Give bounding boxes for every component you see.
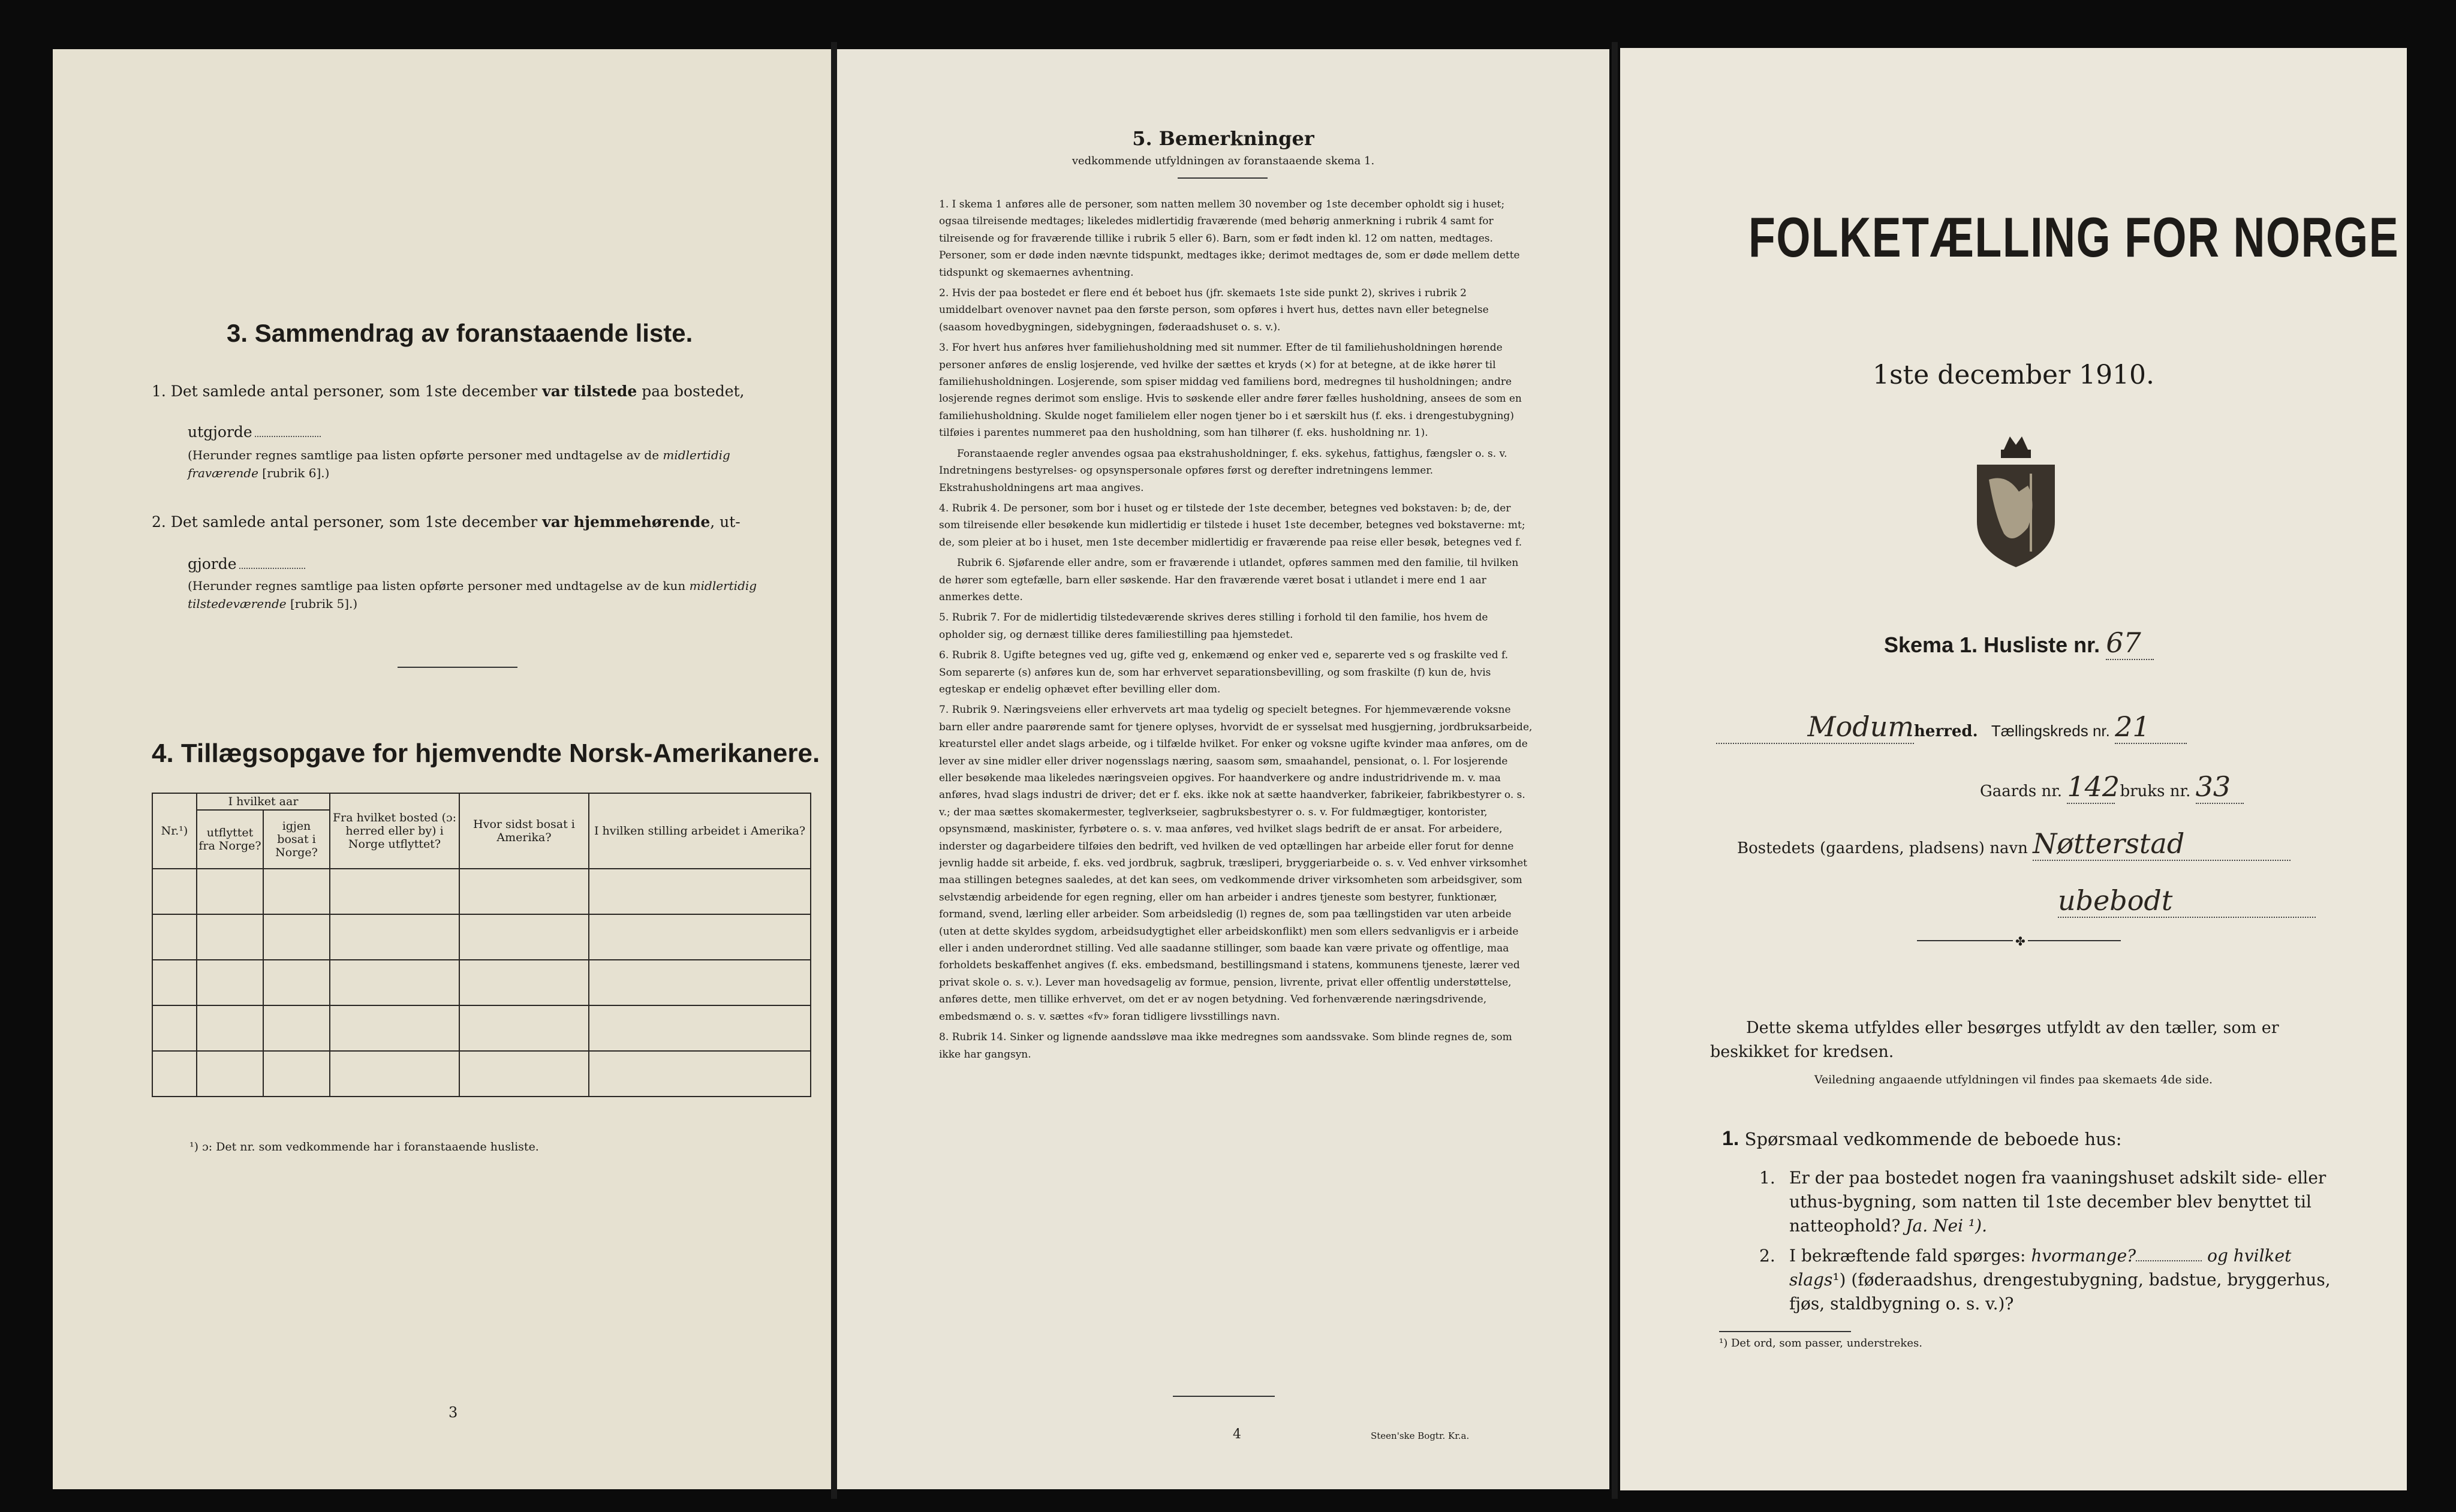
total-blank <box>255 436 321 437</box>
remark-item: 6. Rubrik 8. Ugifte betegnes ved ug, gifte ved g, enkemænd og enker ved e, separerte ved s og fraskilte ved f. Som separerte (s) anføres kun de, som har erhvervet separationsbevilling, og som fraskilte (f) kun de, hvis egteskap er endelig ophævet efter bevilling eller dom. <box>939 649 1509 695</box>
herred-line: Modumherred. Tællingskreds nr. 21 <box>1716 710 2187 744</box>
total-blank <box>239 568 305 569</box>
norsk-amerikanere-table <box>152 793 811 1097</box>
table-row <box>152 869 811 914</box>
ornament-divider: ✤ <box>1917 934 2121 946</box>
col-emigrated: utflyttet fra Norge? <box>197 810 263 869</box>
husliste-number-field: 67 <box>2106 627 2154 660</box>
bosted-field-2: ubebodt <box>2058 884 2316 918</box>
bosted-line: Bostedets (gaardens, pladsens) navn Nøtterstad <box>1737 827 2291 861</box>
page-number: 4 <box>1233 1427 1241 1442</box>
table-row <box>152 914 811 960</box>
printer-imprint: Steen'ske Bogtr. Kr.a. <box>1371 1430 1470 1441</box>
question-1: 1. Er der paa bostedet nogen fra vaaningshuset adskilt side- eller uthus-bygning, som natten til 1ste december blev benyttet til natteophold? Ja. Nei ¹). <box>1759 1168 2326 1236</box>
summary-item-1-note: (Herunder regnes samtlige paa listen opførte personer med undtagelse av de midlertidig fraværende [rubrik 6].) <box>188 448 730 480</box>
col-from-where: Fra hvilket bosted (ɔ: herred eller by) i Norge utflyttet? <box>330 793 459 869</box>
census-date: 1ste december 1910. <box>1872 360 2155 390</box>
instruction-text: Dette skema utfyldes eller besørges utfyldt av den tæller, som er beskikket for kredsen. <box>1710 1019 2279 1061</box>
herred-field: Modum <box>1716 710 1914 744</box>
remark-item: 3. For hvert hus anføres hver familiehusholdning med sit nummer. Efter de til familiehusholdningen hørende personer anføres de enslig losjerende, ved hvilke der sættes et kryds (×) for at betegne, at de ikke hører til familiehusholdningen. Losjerende, som spiser middag ved familiens bord, medregnes til husholdningen; andre losjerende regnes derimot som enslige. Hvis to søskende eller andre fører fælles husholdning, ansees de som en familiehusholdning. Skulde noget familielem eller nogen tjener bo i et særskilt hus (f. eks. i drengestubygning) tilføies i parentes nummeret paa den husholdning, som han tilhører (f. eks. husholdning nr. 1). <box>939 342 1522 439</box>
col-last-residence: Hvor sidst bosat i Amerika? <box>459 793 589 869</box>
col-position: I hvilken stilling arbeidet i Amerika? <box>589 793 811 869</box>
remark-item: 1. I skema 1 anføres alle de personer, som natten mellem 30 november og 1ste december opholdt sig i huset; ogsaa tilreisende medtages; likeledes midlertidig fraværende (med behørig anmerkning i rubrik 4 samt for tilreisende og for fraværende tillike i rubrik 5 eller 6). Barn, som er født inden kl. 12 om natten, medtages. Personer, som er døde inden nævnte tidspunkt, medtages ikke; derimot medtages de, som er døde mellem dette tidspunkt og skemaernes avhentning. <box>939 198 1520 279</box>
remark-item: 7. Rubrik 9. Næringsveiens eller erhvervets art maa tydelig og specielt betegnes. For hjemmeværende voksne barn eller andre paarørende samt for tjenere oplyses, hvorvidt de er sysselsat med husgjerning, jordbruksarbeide, kreaturstel eller andet slags arbeide, og i tilfælde hvilket. For enker og voksne ugifte kvinder maa anføres, om de lever av sine midler eller driver nogensslags næring, saasom søm, smaahandel, pensionat, o. l. For losjerende eller besøkende maa likeledes næringsveien opgives. For haandverkere og andre industridrivende m. v. maa anføres, hvad slags industri de driver; det er f. eks. ikke nok at sætte haandverker, fabrikeier, fabrikbestyrer o. s. v.; der maa sættes skomakermester, teglverkseier, sagbruksbestyrer o. s. v. For fuldmægtiger, kontorister, opsynsmænd, maskinister, fyrbøtere o. s. v. maa anføres, ved hvilket slags bedrift de er ansat. For arbeidere, inderster og dagarbeidere tilføies den bedrift, ved hvilken de ved optællingen har arbeide eller forut for denne jevnlig hadde sit arbeide, f. eks. ved jordbruk, sagbruk, træsliperi, bryggeriarbeide o. s. v. Ved enhver virksomhet maa stillingen betegnes saaledes, at det kan sees, om vedkommende driver virksomheten som arbeidsgiver, som selvstændig arbeidende for egen regning, eller om han arbeider i andres tjeneste som bestyrer, funktionær, formand, svend, lærling eller arbeider. Som arbeidsledig (l) regnes de, som paa tællingstiden var uten arbeide (uten at dette skyldes sygdom, arbeidsudygtighet eller arbeidskonflikt) men som ellers sedvanligvis er i arbeide eller i anden underordnet stilling. Ved alle saadanne stillinger, som baade kan være private og offentlige, maa forholdets beskaffenhet angives (f. eks. embedsmand, bestillingsmand i statens, kommunens tjeneste, lærer ved privat skole o. s. v.). Lever man hovedsagelig av formue, pension, livrente, privat eller offentlig understøttelse, anføres dette, men tillike erhvervet, om det er av nogen betydning. Ved forhenværende næringsdrivende, embedsmænd o. s. v. sættes «fv» foran tidligere livsstillings navn. <box>939 704 1533 1023</box>
kreds-field: 21 <box>2115 710 2187 744</box>
divider <box>1719 1331 1851 1332</box>
remark-item: Foranstaaende regler anvendes ogsaa paa ekstrahusholdninger, f. eks. sykehus, fattighus, fængsler o. s. v. Indretningens bestyrelses- og opsynspersonale opføres først og derefter indretningens lemmer. Ekstrahusholdningens art maa angives. <box>939 447 1507 494</box>
section-4-heading: 4. Tillægsopgave for hjemvendte Norsk-Amerikanere. <box>152 739 820 768</box>
gaards-field: 142 <box>2067 770 2120 803</box>
middle-page <box>837 49 1609 1489</box>
remarks-heading: 5. Bemerkninger <box>1132 127 1314 150</box>
table-footnote: ¹) ɔ: Det nr. som vedkommende har i foranstaaende husliste. <box>189 1140 539 1153</box>
gaards-line: Gaards nr. 142 bruks nr. 33 <box>1980 770 2244 804</box>
page-seam <box>1612 42 1618 1499</box>
right-page <box>1620 48 2407 1490</box>
table-row <box>152 1051 811 1097</box>
col-group-year: I hvilket aar <box>197 793 330 810</box>
norway-coat-of-arms-icon <box>1971 432 2061 570</box>
summary-item-2: 2. Det samlede antal personer, som 1ste december var hjemmehørende, ut- <box>152 513 741 531</box>
footnote: ¹) Det ord, som passer, understrekes. <box>1719 1337 1922 1350</box>
remark-item: 4. Rubrik 4. De personer, som bor i huset og er tilstede der 1ste december, betegnes ved bokstaven: b; de, der som tilreisende eller besøkende kun midlertidig er tilstede i huset 1ste december, betegnes ved bokstaverne: mt; de, som pleier at bo i huset, men 1ste december midlertidig er fraværende paa reise eller besøk, betegnes ved f. <box>939 502 1525 549</box>
bruks-field: 33 <box>2196 770 2244 804</box>
summary-item-2-note: (Herunder regnes samtlige paa listen opførte personer med undtagelse av de kun midlertidig tilstedeværende [rubrik 5].) <box>188 579 757 611</box>
divider <box>1173 1396 1275 1397</box>
section-3-heading: 3. Sammendrag av foranstaaende liste. <box>227 319 693 347</box>
left-page <box>53 49 831 1489</box>
divider <box>398 667 517 668</box>
remark-item: 5. Rubrik 7. For de midlertidig tilstedeværende skrives deres stilling i forhold til den familie, hos hvem de opholder sig, og dernæst tillike deres familiestilling paa hjemstedet. <box>939 612 1488 641</box>
table-row <box>152 1005 811 1051</box>
col-nr: Nr.¹) <box>152 793 197 869</box>
hvormange-blank <box>2136 1260 2202 1261</box>
table-row <box>152 960 811 1005</box>
summary-item-2-total: gjorde <box>188 553 305 576</box>
bosted-field: Nøtterstad <box>2033 827 2291 861</box>
summary-item-1: 1. Det samlede antal personer, som 1ste december var tilstede paa bostedet, <box>152 382 745 400</box>
remark-item: Rubrik 6. Sjøfarende eller andre, som er fraværende i utlandet, opføres sammen med den familie, til hvilken de hører som egtefælle, barn eller søskende. Har den fraværende været bosat i utlandet i mere end 1 aar anmerkes dette. <box>939 557 1519 603</box>
guidance-text: Veiledning angaaende utfyldningen vil findes paa skemaets 4de side. <box>1814 1073 2213 1086</box>
divider <box>1178 177 1268 179</box>
question-2: 2. I bekræftende fald spørges: hvormange? og hvilket slags¹) (føderaadshus, drengestubygning, badstue, bryggerhus, fjøs, staldbygning o. s. v.)? <box>1759 1246 2331 1314</box>
page-number: 3 <box>449 1404 458 1421</box>
summary-item-1-total: utgjorde <box>188 421 321 444</box>
husliste-line: Skema 1. Husliste nr. 67 <box>1884 627 2154 660</box>
col-returned: igjen bosat i Norge? <box>263 810 330 869</box>
remark-item: 8. Rubrik 14. Sinker og lignende aandssløve maa ikke medregnes som aandssvake. Som blinde regnes de, som ikke har gangsyn. <box>939 1031 1512 1061</box>
remarks-subheading: vedkommende utfyldningen av foranstaaende skema 1. <box>1072 155 1375 167</box>
remark-item: 2. Hvis der paa bostedet er flere end ét beboet hus (jfr. skemaets 1ste side punkt 2), skrives i rubrik 2 umiddelbart ovenover navnet paa den første person, som opføres i hvert hus, dettes navn eller betegnelse (saasom hovedbygningen, sidebygningen, føderaadshuset o. s. v.). <box>939 287 1489 333</box>
questions-heading: 1. Spørsmaal vedkommende de beboede hus: <box>1722 1127 2122 1150</box>
page-seam <box>831 42 837 1499</box>
document-title: FOLKETÆLLING FOR NORGE <box>1748 206 2400 269</box>
remarks-list <box>939 196 1533 1383</box>
